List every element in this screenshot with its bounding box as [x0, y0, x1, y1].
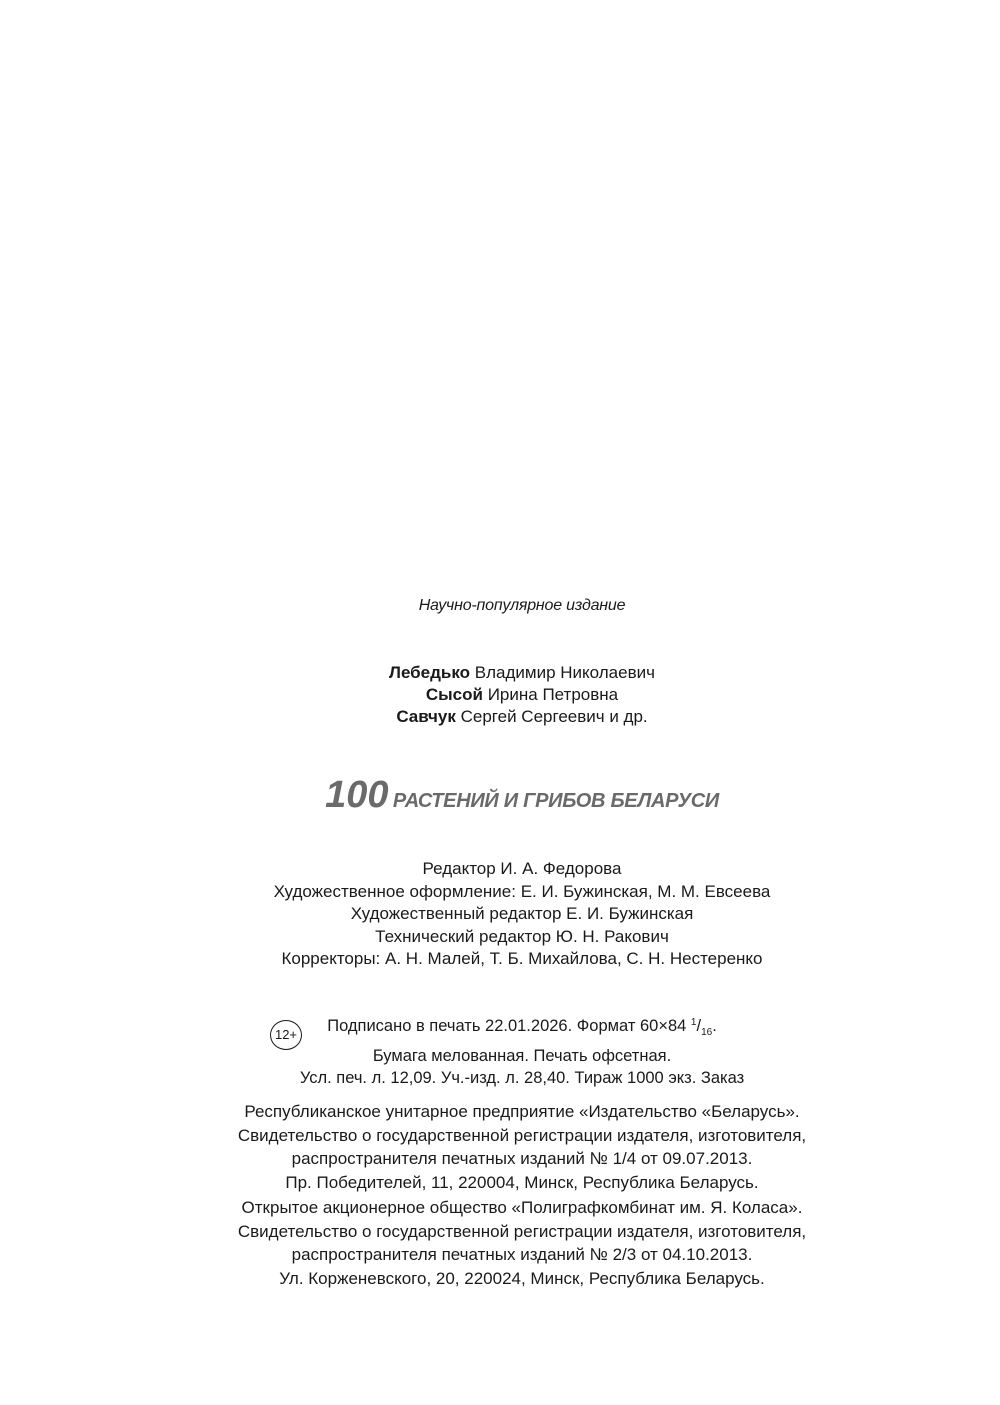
- format-numerator: 1: [690, 1017, 697, 1028]
- age-rating-badge: 12+: [270, 1020, 302, 1050]
- publisher-line: Свидетельство о государственной регистрации издателя, изготовителя,: [237, 1125, 807, 1145]
- author-surname: Лебедько: [389, 663, 471, 682]
- credit-line: Корректоры: А. Н. Малей, Т. Б. Михайлова, С. Н. Нестеренко: [281, 949, 763, 968]
- printer-line: Ул. Корженевского, 20, 220024, Минск, Республика Беларусь.: [279, 1268, 765, 1288]
- credit-line: Художественный редактор Е. И. Бужинская: [350, 904, 694, 923]
- printer-line: Открытое акционерное общество «Полиграфкомбинат им. Я. Коласа».: [241, 1198, 803, 1217]
- edition-type: Научно-популярное издание: [418, 597, 626, 614]
- signed-text: Подписано в печать 22.01.2026. Формат 60×84: [327, 1017, 687, 1035]
- author-surname: Савчук: [396, 707, 456, 726]
- print-info-block: [0, 1012, 1000, 1090]
- format-denominator: 16: [701, 1027, 713, 1038]
- publisher-line: Пр. Победителей, 11, 220004, Минск, Республика Беларусь.: [285, 1172, 759, 1192]
- title-number: 100: [325, 774, 389, 816]
- author-line: [0, 684, 1000, 706]
- author-line: [0, 662, 1000, 684]
- credits-block: [0, 858, 1000, 971]
- author-line: [0, 706, 1000, 728]
- authors-block: [0, 662, 1000, 728]
- printer-line: распространителя печатных изданий № 2/3 от 04.10.2013.: [291, 1245, 753, 1264]
- publisher-line: Республиканское унитарное предприятие «Издательство «Беларусь».: [244, 1102, 800, 1121]
- credit-line: Художественное оформление: Е. И. Бужинская, М. М. Евсеева: [273, 881, 771, 901]
- author-name: Владимир Николаевич: [474, 663, 655, 682]
- printer-block: [0, 1196, 1000, 1290]
- publisher-line: распространителя печатных изданий № 1/4 от 09.07.2013.: [291, 1149, 753, 1168]
- title-words: РАСТЕНИЙ И ГРИБОВ БЕЛАРУСИ: [392, 790, 719, 812]
- author-surname: Сысой: [425, 685, 483, 704]
- volume-line: Усл. печ. л. 12,09. Уч.-изд. л. 28,40. Тираж 1000 экз. Заказ: [299, 1069, 745, 1087]
- credit-line: Технический редактор Ю. Н. Ракович: [375, 926, 669, 946]
- signed-format-line: Подписано в печать 22.01.2026. Формат 60×84 $^1/_{16}$.: [327, 1017, 717, 1038]
- paper-line: Бумага мелованная. Печать офсетная.: [372, 1046, 672, 1065]
- book-title: [0, 774, 1000, 817]
- format-suffix: .: [712, 1017, 717, 1035]
- publisher-block: [0, 1100, 1000, 1194]
- printer-line: Свидетельство о государственной регистрации издателя, изготовителя,: [237, 1221, 807, 1241]
- author-name: Ирина Петровна: [487, 685, 619, 704]
- author-name: Сергей Сергеевич и др.: [460, 707, 648, 726]
- credit-line: Редактор И. А. Федорова: [422, 859, 622, 878]
